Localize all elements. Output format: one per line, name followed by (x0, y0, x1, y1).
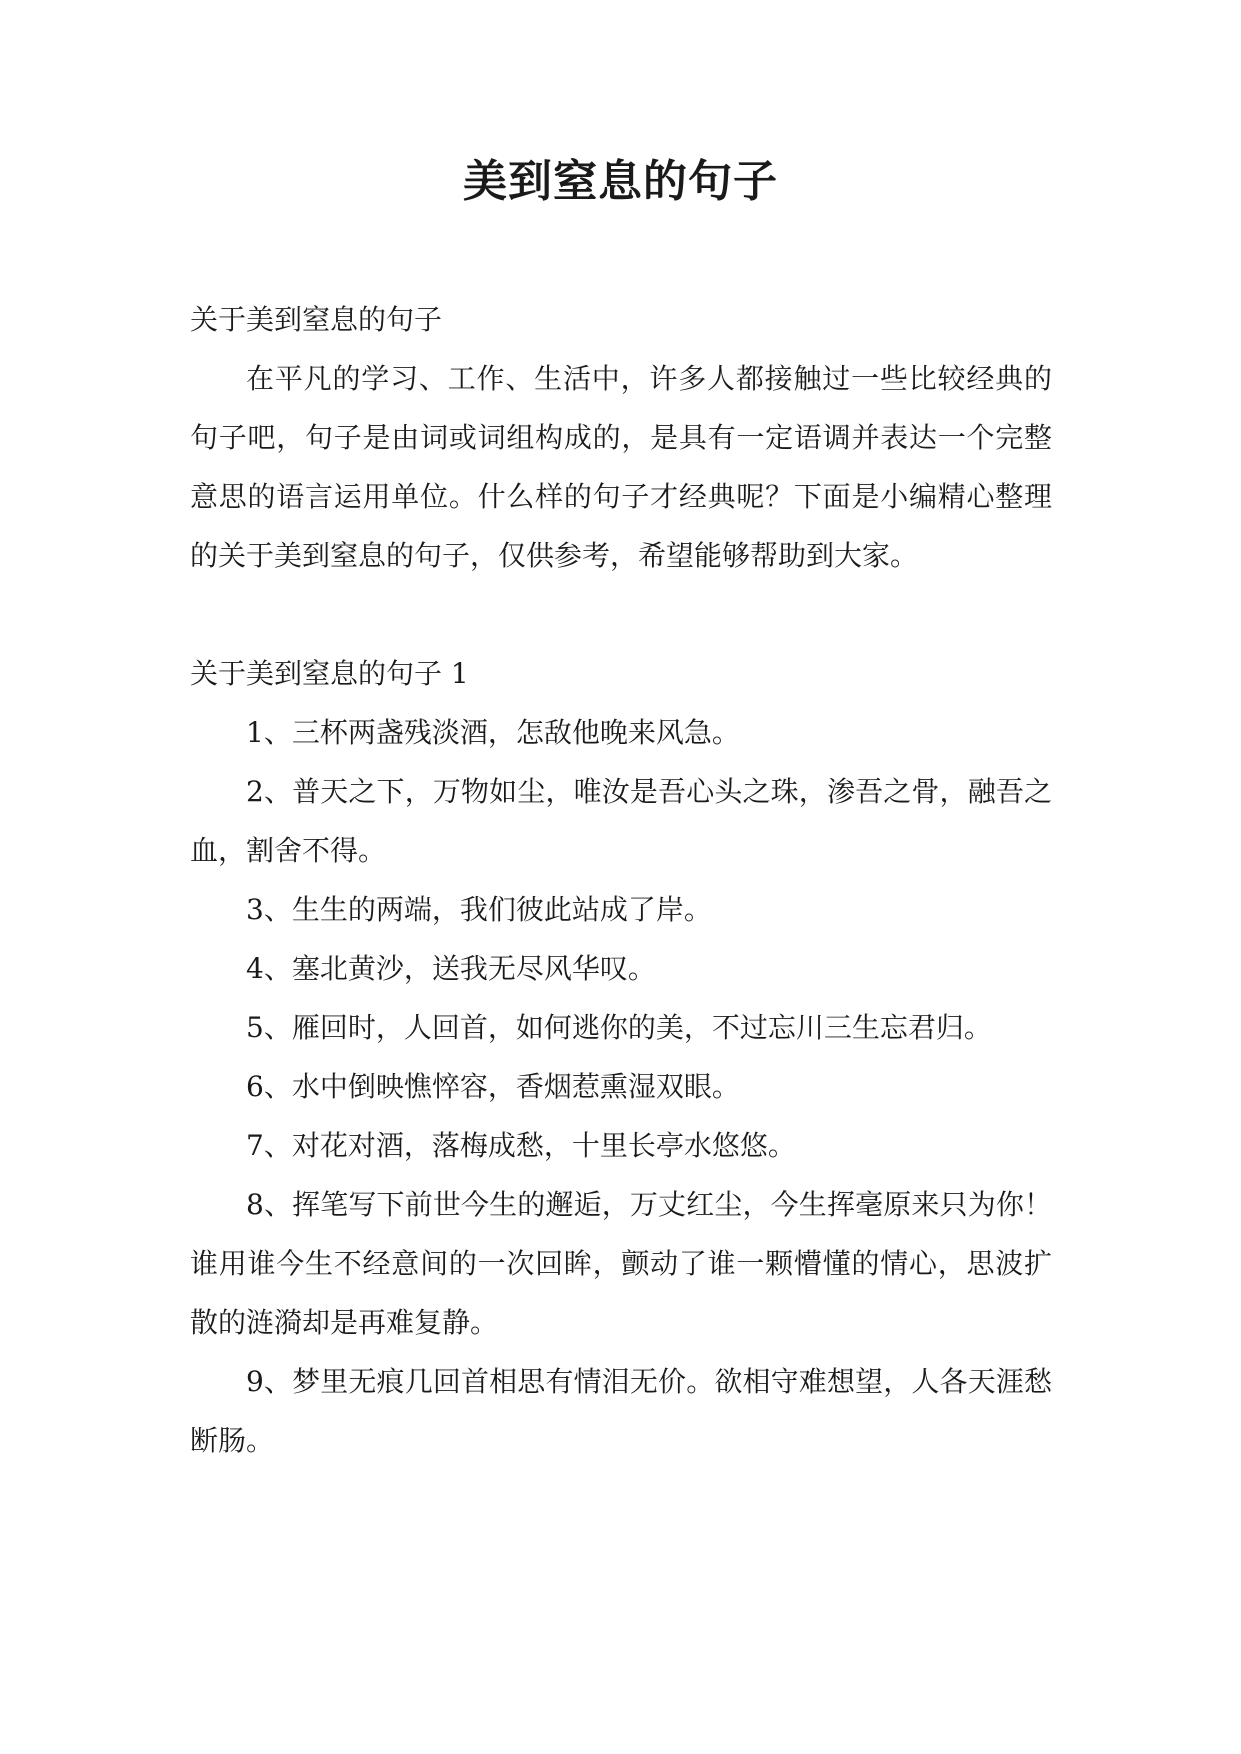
list-item: 8、挥笔写下前世今生的邂逅，万丈红尘，今生挥毫原来只为你！谁用谁今生不经意间的一次回眸，颤动了谁一颗懵懂的情心，思波扩散的涟漪却是再难复静。 (190, 1188, 1052, 1339)
intro-paragraph: 在平凡的学习、工作、生活中，许多人都接触过一些比较经典的句子吧，句子是由词或词组构成的，是具有一定语调并表达一个完整意思的语言运用单位。什么样的句子才经典呢？下面是小编精心整理的关于美到窒息的句子，仅供参考，希望能够帮助到大家。 (190, 362, 1052, 572)
list-item: 6、水中倒映憔悴容，香烟惹熏湿双眼。 (246, 1070, 740, 1103)
document-title: 美到窒息的句子 (463, 156, 778, 207)
document-body (190, 290, 1052, 1470)
section-heading: 关于美到窒息的句子 1 (190, 657, 469, 690)
subtitle: 关于美到窒息的句子 (190, 303, 443, 336)
list-item: 9、梦里无痕几回首相思有情泪无价。欲相守难想望，人各天涯愁断肠。 (190, 1365, 1052, 1457)
list-item: 4、塞北黄沙，送我无尽风华叹。 (246, 952, 656, 985)
list-item: 1、三杯两盏残淡酒，怎敌他晚来风急。 (246, 716, 740, 749)
section-spacer (190, 585, 1052, 644)
list-item: 3、生生的两端，我们彼此站成了岸。 (246, 893, 712, 926)
list-item: 2、普天之下，万物如尘，唯汝是吾心头之珠，渗吾之骨，融吾之血，割舍不得。 (190, 775, 1052, 867)
list-item: 7、对花对酒，落梅成愁，十里长亭水悠悠。 (246, 1129, 796, 1162)
list-item: 5、雁回时，人回首，如何逃你的美，不过忘川三生忘君归。 (246, 1011, 992, 1044)
